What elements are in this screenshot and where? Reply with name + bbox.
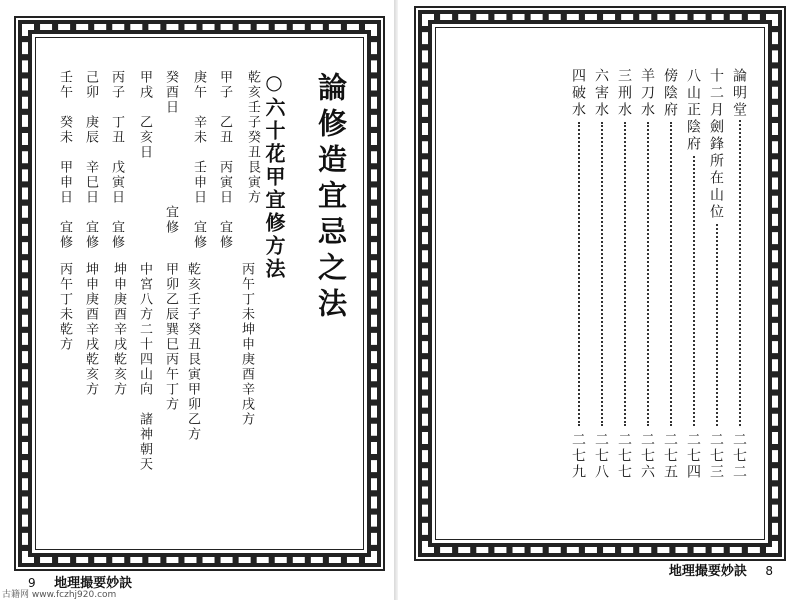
book-title: 地理撮要妙訣 <box>668 564 747 579</box>
toc-entry-label: 羊刀水 <box>639 68 655 119</box>
toc-leader-dots <box>601 122 605 426</box>
toc-entry-label: 三刑水 <box>616 68 632 119</box>
text-column: 乾亥壬子癸丑艮寅方 <box>245 70 260 205</box>
toc-entry-page: 二七五 <box>662 432 678 480</box>
toc-entry-page: 二七二 <box>731 432 747 480</box>
text-column: 己卯 庚辰 辛巳日 宜修 <box>83 70 98 250</box>
page-number: 9 <box>28 576 36 590</box>
right-footer <box>669 560 773 579</box>
toc-entry-label: 傍陰府 <box>662 68 678 119</box>
toc-entry-label: 六害水 <box>593 68 609 119</box>
toc-leader-dots <box>670 122 674 426</box>
text-column: 丙午丁未乾方 <box>57 262 72 352</box>
text-column: 甲子 乙丑 丙寅日 宜修 <box>217 70 232 250</box>
toc-leader-dots <box>647 122 651 426</box>
toc-entry-label: 論明堂 <box>731 68 747 119</box>
text-column: 中宮八方二十四山向 諸神朝天 <box>137 262 152 472</box>
toc-leader-dots <box>624 122 628 426</box>
right-page <box>396 0 793 600</box>
text-column: 丙午丁未坤申庚酉辛戌方 <box>239 262 254 427</box>
toc-leader-dots <box>578 122 582 426</box>
toc-entry-page: 二七八 <box>593 432 609 480</box>
toc-entry-label: 四破水 <box>570 68 586 119</box>
toc-entry-page: 二七九 <box>570 432 586 480</box>
text-column: 庚午 辛未 壬申日 宜修 <box>191 70 206 250</box>
text-column: 甲卯乙辰巽巳丙午丁方 <box>163 262 178 412</box>
toc-entry-label: 十二月劍鋒所在山位 <box>708 68 724 221</box>
toc-leader-dots <box>739 120 743 426</box>
page-number: 8 <box>765 564 773 578</box>
text-column: 坤申庚酉辛戌乾亥方 <box>83 262 98 397</box>
toc-entry-page: 二七七 <box>616 432 632 480</box>
text-column: 癸酉日 宜修 <box>163 70 178 235</box>
toc-entry-page: 二七三 <box>708 432 724 480</box>
text-column: 丙子 丁丑 戊寅日 宜修 <box>109 70 124 250</box>
toc-entry-label: 八山正陰府 <box>685 68 701 153</box>
text-column: 壬午 癸未 甲申日 宜修 <box>57 70 72 250</box>
book-title: 地理撮要妙訣 <box>54 576 133 591</box>
chapter-title: 論修造宜忌之法 <box>314 72 348 324</box>
section-heading: ○六十花甲宜修方法 <box>262 70 286 281</box>
toc-entry-page: 二七四 <box>685 432 701 480</box>
toc-leader-dots <box>693 156 697 426</box>
toc-leader-dots <box>716 224 720 426</box>
text-column: 乾亥壬子癸丑艮寅甲卯乙方 <box>185 262 200 442</box>
left-page <box>0 0 396 600</box>
text-column: 甲戌 乙亥日 <box>137 70 152 160</box>
text-column: 坤申庚酉辛戌乾亥方 <box>111 262 126 397</box>
watermark-text: 古籍网 www.fczhj920.com <box>2 590 117 600</box>
toc-entry-page: 二七六 <box>639 432 655 480</box>
